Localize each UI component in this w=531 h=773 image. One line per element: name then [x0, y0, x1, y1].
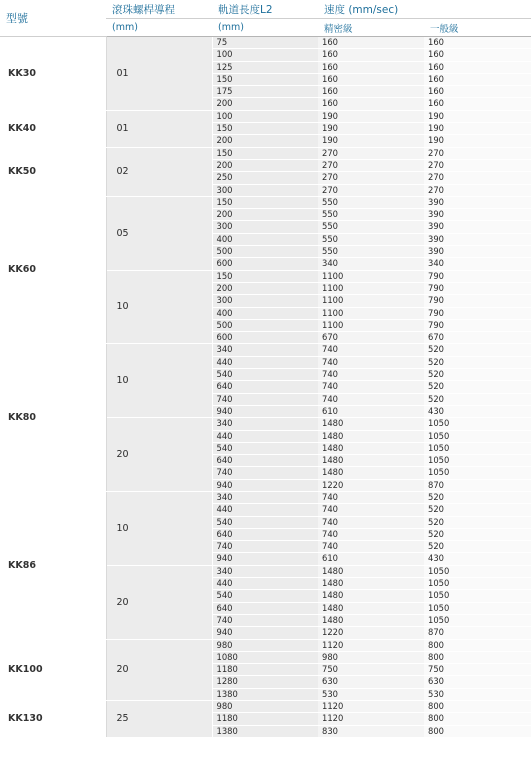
length-cell: 150 [212, 73, 318, 85]
table-row [0, 110, 531, 122]
length-cell: 740 [212, 467, 318, 479]
precision-speed-cell: 670 [318, 332, 424, 344]
general-speed-cell: 800 [424, 713, 531, 725]
length-cell: 500 [212, 319, 318, 331]
length-cell: 1380 [212, 688, 318, 700]
precision-speed-cell: 740 [318, 516, 424, 528]
precision-speed-cell: 190 [318, 123, 424, 135]
general-speed-cell: 800 [424, 725, 531, 737]
spec-table-body [0, 37, 531, 738]
length-cell: 400 [212, 307, 318, 319]
lead-cell: 10 [106, 491, 212, 565]
length-cell: 940 [212, 405, 318, 417]
general-speed-cell: 1050 [424, 442, 531, 454]
general-speed-cell: 390 [424, 209, 531, 221]
precision-speed-cell: 550 [318, 233, 424, 245]
precision-speed-cell: 1480 [318, 602, 424, 614]
length-cell: 250 [212, 172, 318, 184]
precision-speed-cell: 830 [318, 725, 424, 737]
precision-speed-cell: 1480 [318, 590, 424, 602]
general-speed-cell: 520 [424, 528, 531, 540]
table-row [0, 147, 531, 159]
general-speed-cell: 340 [424, 258, 531, 270]
general-speed-cell: 870 [424, 479, 531, 491]
precision-speed-cell: 740 [318, 344, 424, 356]
length-cell: 940 [212, 627, 318, 639]
precision-speed-cell: 550 [318, 246, 424, 258]
general-speed-cell: 520 [424, 393, 531, 405]
length-cell: 980 [212, 701, 318, 713]
general-speed-cell: 800 [424, 651, 531, 663]
length-cell: 175 [212, 86, 318, 98]
length-cell: 940 [212, 479, 318, 491]
model-cell: KK60 [0, 196, 106, 344]
precision-speed-cell: 1480 [318, 467, 424, 479]
precision-speed-cell: 1100 [318, 282, 424, 294]
length-cell: 340 [212, 418, 318, 430]
length-cell: 740 [212, 541, 318, 553]
model-cell: KK86 [0, 491, 106, 639]
length-cell: 440 [212, 504, 318, 516]
precision-speed-cell: 160 [318, 37, 424, 49]
header-precision: 精密級 [318, 19, 424, 37]
general-speed-cell: 870 [424, 627, 531, 639]
precision-speed-cell: 1480 [318, 614, 424, 626]
length-cell: 1180 [212, 664, 318, 676]
precision-speed-cell: 550 [318, 196, 424, 208]
precision-speed-cell: 610 [318, 553, 424, 565]
general-speed-cell: 530 [424, 688, 531, 700]
length-cell: 150 [212, 147, 318, 159]
table-row [0, 491, 531, 503]
general-speed-cell: 390 [424, 221, 531, 233]
general-speed-cell: 630 [424, 676, 531, 688]
length-cell: 100 [212, 49, 318, 61]
length-cell: 340 [212, 344, 318, 356]
precision-speed-cell: 1100 [318, 319, 424, 331]
length-cell: 640 [212, 528, 318, 540]
header-lead: 滾珠螺桿導程 [106, 0, 212, 19]
precision-speed-cell: 1120 [318, 639, 424, 651]
precision-speed-cell: 160 [318, 86, 424, 98]
length-cell: 540 [212, 369, 318, 381]
precision-speed-cell: 740 [318, 381, 424, 393]
precision-speed-cell: 190 [318, 135, 424, 147]
precision-speed-cell: 1480 [318, 578, 424, 590]
header-general: 一般級 [424, 19, 531, 37]
length-cell: 200 [212, 159, 318, 171]
precision-speed-cell: 270 [318, 159, 424, 171]
precision-speed-cell: 740 [318, 541, 424, 553]
precision-speed-cell: 270 [318, 184, 424, 196]
length-cell: 75 [212, 37, 318, 49]
length-cell: 150 [212, 196, 318, 208]
length-cell: 100 [212, 110, 318, 122]
general-speed-cell: 190 [424, 123, 531, 135]
length-cell: 640 [212, 602, 318, 614]
general-speed-cell: 790 [424, 295, 531, 307]
length-cell: 740 [212, 393, 318, 405]
general-speed-cell: 270 [424, 159, 531, 171]
precision-speed-cell: 630 [318, 676, 424, 688]
precision-speed-cell: 740 [318, 528, 424, 540]
lead-cell: 10 [106, 344, 212, 418]
general-speed-cell: 160 [424, 98, 531, 110]
header-length-unit: (mm) [212, 19, 318, 37]
general-speed-cell: 520 [424, 491, 531, 503]
general-speed-cell: 520 [424, 541, 531, 553]
general-speed-cell: 790 [424, 319, 531, 331]
general-speed-cell: 1050 [424, 602, 531, 614]
precision-speed-cell: 980 [318, 651, 424, 663]
precision-speed-cell: 1100 [318, 270, 424, 282]
general-speed-cell: 390 [424, 196, 531, 208]
general-speed-cell: 800 [424, 639, 531, 651]
general-speed-cell: 160 [424, 61, 531, 73]
precision-speed-cell: 550 [318, 221, 424, 233]
length-cell: 740 [212, 614, 318, 626]
length-cell: 200 [212, 98, 318, 110]
precision-speed-cell: 1100 [318, 307, 424, 319]
length-cell: 440 [212, 356, 318, 368]
precision-speed-cell: 1120 [318, 713, 424, 725]
precision-speed-cell: 1120 [318, 701, 424, 713]
length-cell: 500 [212, 246, 318, 258]
precision-speed-cell: 740 [318, 491, 424, 503]
precision-speed-cell: 550 [318, 209, 424, 221]
lead-cell: 02 [106, 147, 212, 196]
general-speed-cell: 790 [424, 307, 531, 319]
model-cell: KK50 [0, 147, 106, 196]
length-cell: 340 [212, 491, 318, 503]
general-speed-cell: 160 [424, 86, 531, 98]
length-cell: 125 [212, 61, 318, 73]
length-cell: 600 [212, 332, 318, 344]
length-cell: 440 [212, 430, 318, 442]
precision-speed-cell: 1480 [318, 455, 424, 467]
length-cell: 440 [212, 578, 318, 590]
precision-speed-cell: 1220 [318, 479, 424, 491]
length-cell: 540 [212, 442, 318, 454]
general-speed-cell: 1050 [424, 578, 531, 590]
length-cell: 1080 [212, 651, 318, 663]
general-speed-cell: 790 [424, 270, 531, 282]
general-speed-cell: 270 [424, 172, 531, 184]
precision-speed-cell: 190 [318, 110, 424, 122]
precision-speed-cell: 1220 [318, 627, 424, 639]
general-speed-cell: 270 [424, 147, 531, 159]
general-speed-cell: 190 [424, 110, 531, 122]
precision-speed-cell: 740 [318, 369, 424, 381]
length-cell: 640 [212, 381, 318, 393]
general-speed-cell: 430 [424, 405, 531, 417]
general-speed-cell: 670 [424, 332, 531, 344]
general-speed-cell: 750 [424, 664, 531, 676]
precision-speed-cell: 340 [318, 258, 424, 270]
length-cell: 980 [212, 639, 318, 651]
lead-cell: 01 [106, 37, 212, 111]
general-speed-cell: 390 [424, 233, 531, 245]
header-speed: 速度 (mm/sec) [318, 0, 531, 19]
general-speed-cell: 190 [424, 135, 531, 147]
general-speed-cell: 430 [424, 553, 531, 565]
length-cell: 540 [212, 590, 318, 602]
model-cell: KK40 [0, 110, 106, 147]
lead-cell: 20 [106, 639, 212, 700]
model-cell: KK100 [0, 639, 106, 700]
length-cell: 300 [212, 184, 318, 196]
length-cell: 600 [212, 258, 318, 270]
table-row [0, 701, 531, 713]
length-cell: 200 [212, 282, 318, 294]
precision-speed-cell: 160 [318, 73, 424, 85]
lead-cell: 20 [106, 418, 212, 492]
length-cell: 400 [212, 233, 318, 245]
length-cell: 540 [212, 516, 318, 528]
model-cell: KK80 [0, 344, 106, 492]
precision-speed-cell: 1480 [318, 430, 424, 442]
general-speed-cell: 1050 [424, 430, 531, 442]
precision-speed-cell: 530 [318, 688, 424, 700]
general-speed-cell: 1050 [424, 565, 531, 577]
general-speed-cell: 1050 [424, 467, 531, 479]
length-cell: 1380 [212, 725, 318, 737]
precision-speed-cell: 1480 [318, 442, 424, 454]
length-cell: 200 [212, 209, 318, 221]
general-speed-cell: 160 [424, 37, 531, 49]
header-length: 軌道長度L2 [212, 0, 318, 19]
general-speed-cell: 1050 [424, 614, 531, 626]
length-cell: 150 [212, 123, 318, 135]
general-speed-cell: 1050 [424, 590, 531, 602]
table-row [0, 196, 531, 208]
length-cell: 150 [212, 270, 318, 282]
general-speed-cell: 520 [424, 344, 531, 356]
precision-speed-cell: 160 [318, 49, 424, 61]
precision-speed-cell: 750 [318, 664, 424, 676]
length-cell: 340 [212, 565, 318, 577]
precision-speed-cell: 160 [318, 61, 424, 73]
precision-speed-cell: 740 [318, 356, 424, 368]
model-cell: KK30 [0, 37, 106, 111]
general-speed-cell: 790 [424, 282, 531, 294]
length-cell: 1180 [212, 713, 318, 725]
table-row [0, 37, 531, 49]
lead-cell: 20 [106, 565, 212, 639]
general-speed-cell: 270 [424, 184, 531, 196]
general-speed-cell: 520 [424, 504, 531, 516]
length-cell: 1280 [212, 676, 318, 688]
table-row [0, 639, 531, 651]
length-cell: 940 [212, 553, 318, 565]
precision-speed-cell: 740 [318, 504, 424, 516]
general-speed-cell: 520 [424, 516, 531, 528]
model-cell: KK130 [0, 701, 106, 738]
general-speed-cell: 160 [424, 73, 531, 85]
general-speed-cell: 1050 [424, 455, 531, 467]
length-cell: 200 [212, 135, 318, 147]
precision-speed-cell: 160 [318, 98, 424, 110]
lead-cell: 10 [106, 270, 212, 344]
lead-cell: 01 [106, 110, 212, 147]
length-cell: 300 [212, 221, 318, 233]
general-speed-cell: 1050 [424, 418, 531, 430]
precision-speed-cell: 270 [318, 172, 424, 184]
lead-cell: 05 [106, 196, 212, 270]
header-lead-unit: (mm) [106, 19, 212, 37]
precision-speed-cell: 1480 [318, 565, 424, 577]
length-cell: 640 [212, 455, 318, 467]
precision-speed-cell: 1480 [318, 418, 424, 430]
general-speed-cell: 160 [424, 49, 531, 61]
length-cell: 300 [212, 295, 318, 307]
general-speed-cell: 520 [424, 356, 531, 368]
lead-cell: 25 [106, 701, 212, 738]
precision-speed-cell: 610 [318, 405, 424, 417]
table-row [0, 344, 531, 356]
precision-speed-cell: 740 [318, 393, 424, 405]
precision-speed-cell: 270 [318, 147, 424, 159]
general-speed-cell: 520 [424, 369, 531, 381]
header-model: 型號 [0, 0, 106, 37]
precision-speed-cell: 1100 [318, 295, 424, 307]
general-speed-cell: 520 [424, 381, 531, 393]
general-speed-cell: 800 [424, 701, 531, 713]
general-speed-cell: 390 [424, 246, 531, 258]
